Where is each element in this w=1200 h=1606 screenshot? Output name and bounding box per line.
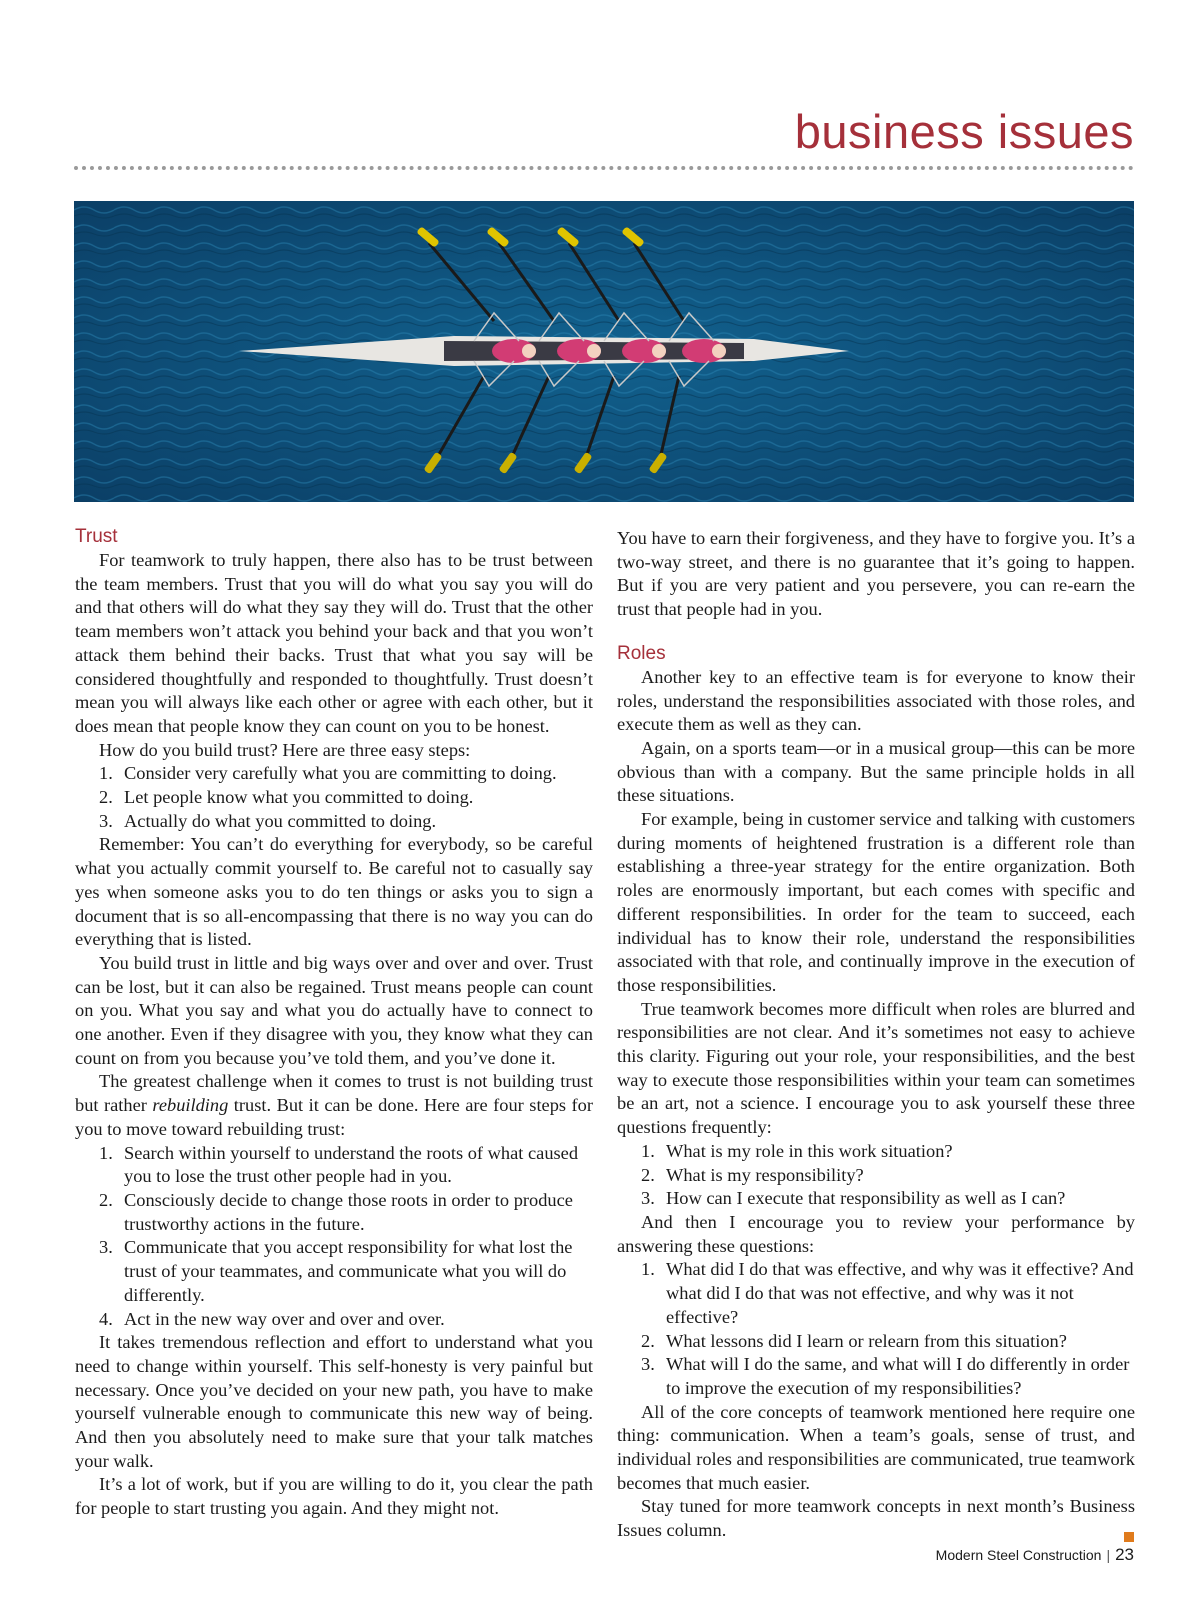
left-column: [75, 525, 593, 1521]
paragraph: Stay tuned for more teamwork concepts in next month’s Business Issues column.: [617, 1496, 1135, 1541]
paragraph: Another key to an effective team is for everyone to know their roles, understand the responsibilities associated with those roles, and execute them as well as they can.: [617, 666, 1135, 735]
publication-name: Modern Steel Construction: [935, 1547, 1102, 1563]
paragraph: It takes tremendous reflection and effort to understand what you need to change within yourself. This self-honesty is very painful but necessary. Once you’ve decided on your new path, you have to make yourself vulnerable enough to communicate this new way of being. And then you absolutely need to make sure that your talk matches your walk.: [75, 1332, 593, 1471]
end-of-article-mark: [1124, 1532, 1134, 1542]
list-item: 1. Consider very carefully what you are committing to doing.: [99, 763, 557, 784]
paragraph: It’s a lot of work, but if you are willing to do it, you clear the path for people to start trusting you again. And they might not.: [75, 1474, 593, 1519]
paragraph: True teamwork becomes more difficult when roles are blurred and responsibilities are not clear. And it’s sometimes not easy to achieve this clarity. Figuring out your role, your responsibilities, and the best way to execute those responsibilities within your team can sometimes be an art, not a science. I encourage you to ask yourself these three questions frequently:: [617, 998, 1135, 1138]
list-item: 3. Actually do what you committed to doing.: [99, 810, 437, 831]
paragraph: The greatest challenge when it comes to trust is not building trust but rather rebuilding trust. But it can be done. Here are four steps for you to move toward rebuilding trust:: [75, 1071, 593, 1139]
paragraph: You build trust in little and big ways over and over and over. Trust can be lost, but it can also be regained. Trust means people can count on you. What you say and what you do actually have to connect to one another. Even if they disagree with you, they know what they can count on from you because you’ve told them, and you’ve done it.: [75, 952, 593, 1068]
list-item: 1. What is my role in this work situation?: [641, 1140, 953, 1161]
hero-image-rowing-crew: [74, 201, 1134, 502]
dotted-divider: [74, 166, 1134, 170]
list-item: 4. Act in the new way over and over and over.: [99, 1308, 445, 1329]
list-item: 1. Search within yourself to understand the roots of what caused you to lose the trust other people had in you.: [99, 1142, 579, 1187]
paragraph: For example, being in customer service and talking with customers during moments of heightened frustration is a different role than establishing a three-year strategy for the entire organization. Both roles are enormously important, but each comes with specific and different responsibilities. In order for the team to succeed, each individual has to know their role, understand the responsibilities associated with that role, and continually improve in the execution of those responsibilities.: [617, 809, 1135, 995]
rowing-boat-icon: [74, 201, 1134, 502]
role-questions-list: [617, 1140, 1135, 1211]
paragraph: For teamwork to truly happen, there also has to be trust between the team members. Trust that you will do what you say you will do and that others will do what they say they will do. Trust that the other team members won’t attack you behind your back and that you won’t attack them behind their backs. Trust that what you say will be considered thoughtfully and responded to thoughtfully. Trust doesn’t mean you will always like each other or agree with each other, but it does mean that people know they can count on you to be honest.: [75, 550, 593, 736]
list-item: 2. What lessons did I learn or relearn from this situation?: [641, 1330, 1067, 1351]
list-item: 3. What will I do the same, and what will I do differently in order to improve the execution of my responsibilities?: [641, 1354, 1130, 1398]
list-item: 2. Consciously decide to change those roots in order to produce trustworthy actions in the future.: [99, 1189, 573, 1234]
list-item: 2. What is my responsibility?: [641, 1164, 864, 1185]
list-item: 2. Let people know what you committed to doing.: [99, 787, 474, 808]
heading-trust: Trust: [75, 526, 118, 547]
paragraph: Remember: You can’t do everything for everybody, so be careful what you actually commit yourself to. Be careful not to casually say yes when someone asks you to do ten things or asks you to sign a document that is so all-encompassing that there is no way you can do everything that is listed.: [75, 834, 593, 950]
list-item: 3. How can I execute that responsibility as well as I can?: [641, 1188, 1066, 1209]
paragraph: And then I encourage you to review your performance by answering these questions:: [617, 1211, 1135, 1256]
right-column: [617, 527, 1135, 1543]
paragraph: All of the core concepts of teamwork mentioned here require one thing: communication. When a team’s goals, sense of trust, and individual roles and responsibilities are communicated, true teamwork becomes that much easier.: [617, 1401, 1135, 1493]
trust-steps-list: [75, 762, 593, 833]
heading-roles: Roles: [617, 642, 666, 664]
footer-separator: |: [1106, 1547, 1111, 1563]
list-item: 1. What did I do that was effective, and why was it effective? And what did I do that was not effective, and why was it not effective?: [641, 1259, 1134, 1327]
page-number: 23: [1115, 1545, 1134, 1564]
page-footer: [936, 1545, 1134, 1565]
review-questions-list: [617, 1258, 1135, 1400]
paragraph: How do you build trust? Here are three easy steps:: [99, 739, 471, 760]
paragraph: You have to earn their forgiveness, and they have to forgive you. It’s a two-way street, and there is no guarantee that it’s going to happen. But if you are very patient and you persevere, you can re-earn the trust that people had in you.: [617, 528, 1135, 620]
paragraph: Again, on a sports team—or in a musical group—this can be more obvious than with a company. But the same principle holds in all these situations.: [617, 737, 1135, 806]
rebuilding-steps-list: [75, 1142, 593, 1332]
section-header: business issues: [794, 105, 1134, 158]
list-item: 3. Communicate that you accept responsibility for what lost the trust of your teammates, and communicate what you will do differently.: [99, 1237, 573, 1305]
